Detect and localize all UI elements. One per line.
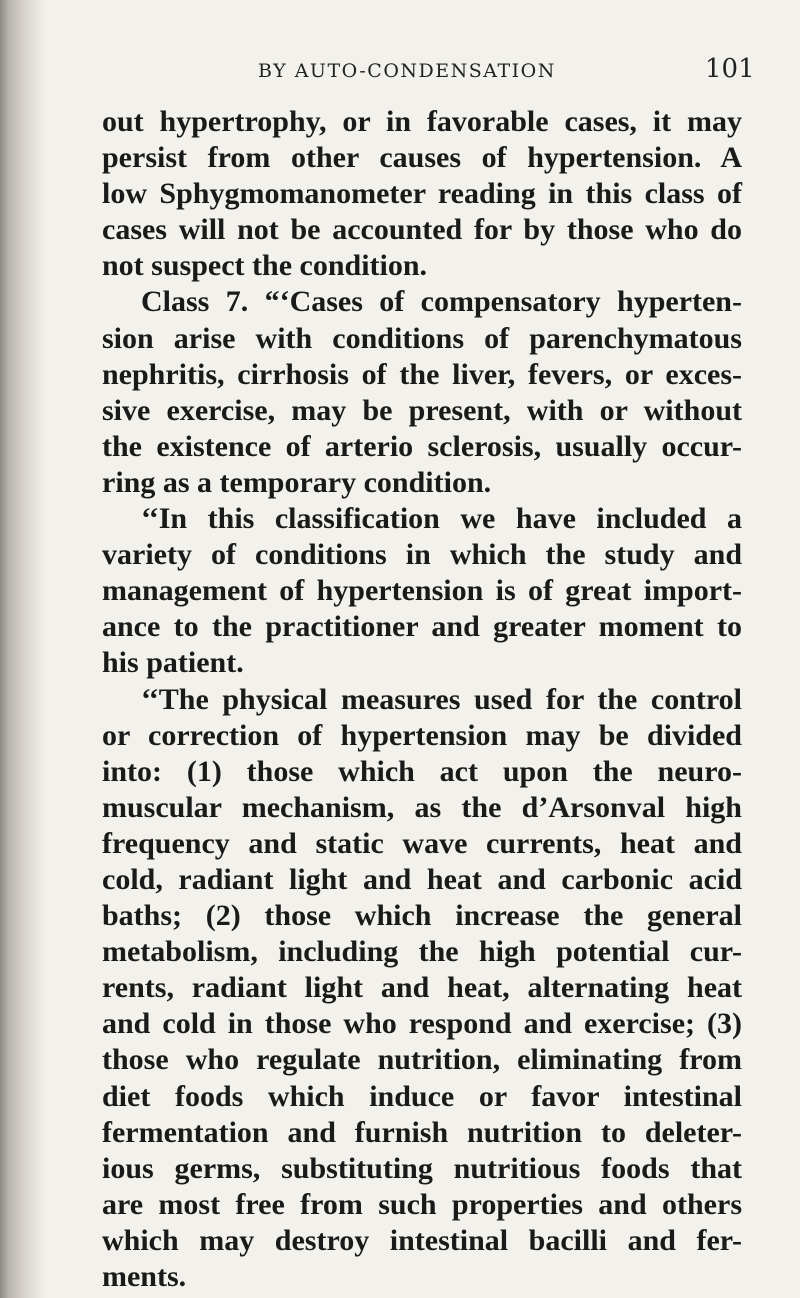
text-line: Class 7. “‘Cases of compensatory hyperten- bbox=[141, 285, 742, 319]
text-line: nephritis, cirrhosis of the liver, fevers, or exces- bbox=[102, 357, 742, 391]
text-line: out hypertrophy, or in favorable cases, it may bbox=[102, 105, 742, 138]
text-line: his patient. bbox=[102, 646, 244, 680]
text-line: not suspect the condition. bbox=[102, 249, 428, 283]
body-text bbox=[102, 104, 742, 1295]
text-line: baths; (2) those which increase the general bbox=[102, 899, 742, 933]
text-line: rents, radiant light and heat, alternating heat bbox=[102, 971, 742, 1005]
text-line: into: (1) those which act upon the neuro- bbox=[102, 754, 742, 788]
text-line: ious germs, substituting nutritious foods that bbox=[102, 1151, 742, 1185]
running-head: BY AUTO-CONDENSATION bbox=[258, 60, 556, 82]
text-line: metabolism, including the high potential cur- bbox=[102, 935, 742, 969]
text-line: or correction of hypertension may be divided bbox=[102, 718, 742, 752]
text-line: the existence of arterio sclerosis, usually occur- bbox=[102, 429, 742, 463]
page-gutter-shadow bbox=[0, 0, 46, 1298]
text-line: are most free from such properties and others bbox=[102, 1187, 742, 1221]
text-line: ring as a temporary condition. bbox=[102, 465, 492, 499]
text-line: frequency and static wave currents, heat and bbox=[102, 826, 742, 860]
text-line: low Sphygmomanometer reading in this class of bbox=[102, 177, 742, 211]
text-line: which may destroy intestinal bacilli and fer- bbox=[102, 1223, 742, 1257]
page-number: 101 bbox=[705, 54, 755, 84]
text-line: ance to the practitioner and greater moment to bbox=[102, 610, 742, 644]
text-line: those who regulate nutrition, eliminating from bbox=[102, 1043, 742, 1077]
text-line: sion arise with conditions of parenchymatous bbox=[102, 321, 742, 355]
text-line: diet foods which induce or favor intestinal bbox=[102, 1079, 742, 1113]
text-line: ‘‘In this classification we have included a bbox=[141, 502, 742, 536]
text-line: fermentation and furnish nutrition to deleter- bbox=[102, 1115, 742, 1149]
text-line: variety of conditions in which the study and bbox=[102, 538, 742, 572]
text-line: and cold in those who respond and exercise; (3) bbox=[102, 1007, 742, 1041]
text-line: ments. bbox=[102, 1260, 187, 1293]
text-line: cold, radiant light and heat and carbonic acid bbox=[102, 862, 742, 896]
text-line: sive exercise, may be present, with or without bbox=[102, 393, 742, 427]
text-line: ‘‘The physical measures used for the control bbox=[141, 682, 742, 716]
text-line: muscular mechanism, as the d’Arsonval high bbox=[102, 790, 742, 824]
text-line: cases will not be accounted for by those who do bbox=[102, 213, 742, 247]
text-line: management of hypertension is of great import- bbox=[102, 574, 742, 608]
text-line: persist from other causes of hypertension. A bbox=[102, 141, 742, 175]
